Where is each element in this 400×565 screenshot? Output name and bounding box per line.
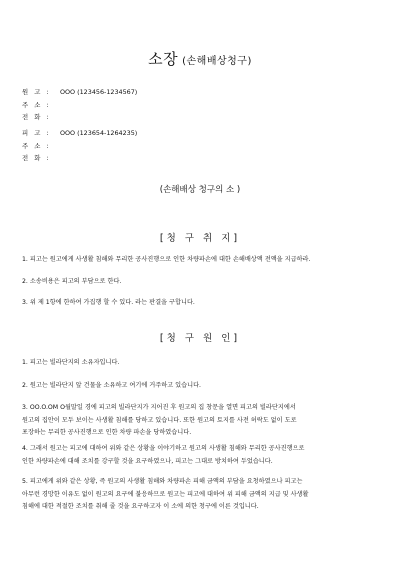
cause-paragraph-1: 1. 피고는 빌라단지의 소유자입니다. [22,359,120,366]
plaintiff-name-row [22,86,137,99]
claim-name: (손해배상 청구의 소 ) [159,185,241,195]
plaintiff-address-row [22,99,137,112]
defendant-address-row [22,140,137,153]
cause-paragraph-3-line-2: 원고의 집안이 모두 보이는 사생활 침해를 당하고 있습니다. 또한 원고의 토지를 사전 허락도 없이 도로 [22,416,297,424]
defendant-name-label: 피 고 : [22,129,51,137]
purpose-item-2: 2. 소송비용은 피고의 부담으로 한다. [22,278,122,285]
cause-heading: [청 구 원 인] [159,333,241,344]
plaintiff-phone-value [58,111,60,124]
cause-paragraph-4 [22,443,380,468]
cause-paragraph-5-line-3: 침해에 대한 적절한 조치를 취해 줄 것을 요구하고자 이 소에 의한 청구에 이른 것입니다. [22,503,259,511]
defendant-info [22,127,137,165]
cause-paragraph-5-line-1: 5. 피고에게 위와 같은 상황, 즉 원고의 사생활 침해와 차량파손 피해 금액의 부담을 요청하였으나 피고는 [22,478,303,485]
document-title-main: 소장 [148,50,179,68]
cause-paragraph-5-line-2: 아무런 경망한 이유도 없이 원고의 요구에 불응하므로 원고는 피고에 대하여 위 피해 금액의 지급 및 사생활 [22,490,309,498]
defendant-phone-label: 전 화 : [22,154,51,162]
defendant-phone-row [22,152,137,165]
purpose-item-3: 3. 위 제 1항에 한하여 가집행 할 수 있다. 라는 판결을 구합니다. [22,299,195,306]
cause-paragraph-5 [22,476,380,514]
plaintiff-phone-row [22,111,137,124]
cause-paragraph-2: 2. 원고는 빌라단지 앞 건물을 소유하고 여기에 거주하고 있습니다. [22,382,202,389]
cause-paragraph-4-line-1: 4. 그래서 원고는 피고에 대하여 위와 같은 상황을 이야기하고 원고의 사생활 침해와 무리한 공사진행으로 [22,445,305,452]
purpose-heading: [청 구 취 지] [159,233,241,244]
plaintiff-address-label: 주 소 : [22,100,51,109]
defendant-name-row [22,127,137,140]
document-title-sub: (손해배상청구) [182,56,252,67]
plaintiff-name-value: OOO (123456-1234567) [60,88,138,96]
defendant-phone-value [58,152,60,165]
purpose-item-1: 1. 피고는 원고에게 사생활 침해와 무리한 공사진행으로 인한 차량파손에 대한 손해배상액 전액을 지급하라. [22,256,311,263]
plaintiff-info [22,86,137,124]
defendant-address-value [58,140,60,153]
defendant-name-value: OOO (123654-1264235) [60,129,138,137]
defendant-address-label: 주 소 : [22,141,51,150]
plaintiff-address-value [58,99,60,112]
cause-paragraph-3 [22,402,380,440]
cause-paragraph-3-line-3: 포장하는 무리한 공사진행으로 인한 차량 파손을 당하였습니다. [22,429,192,437]
plaintiff-phone-label: 전 화 : [22,113,51,121]
plaintiff-name-label: 원 고 : [22,88,51,96]
document-title [0,48,400,69]
cause-paragraph-3-line-1: 3. OO.O.OM O월말일 경에 피고의 빌라단지가 지어진 후 원고의 집 창문을 열면 피고의 빌라단지에서 [22,404,296,411]
cause-paragraph-4-line-2: 인한 차량파손에 대해 조치를 강구할 것을 요구하였으나, 피고는 그대로 방치하여 두었습니다. [22,457,273,465]
